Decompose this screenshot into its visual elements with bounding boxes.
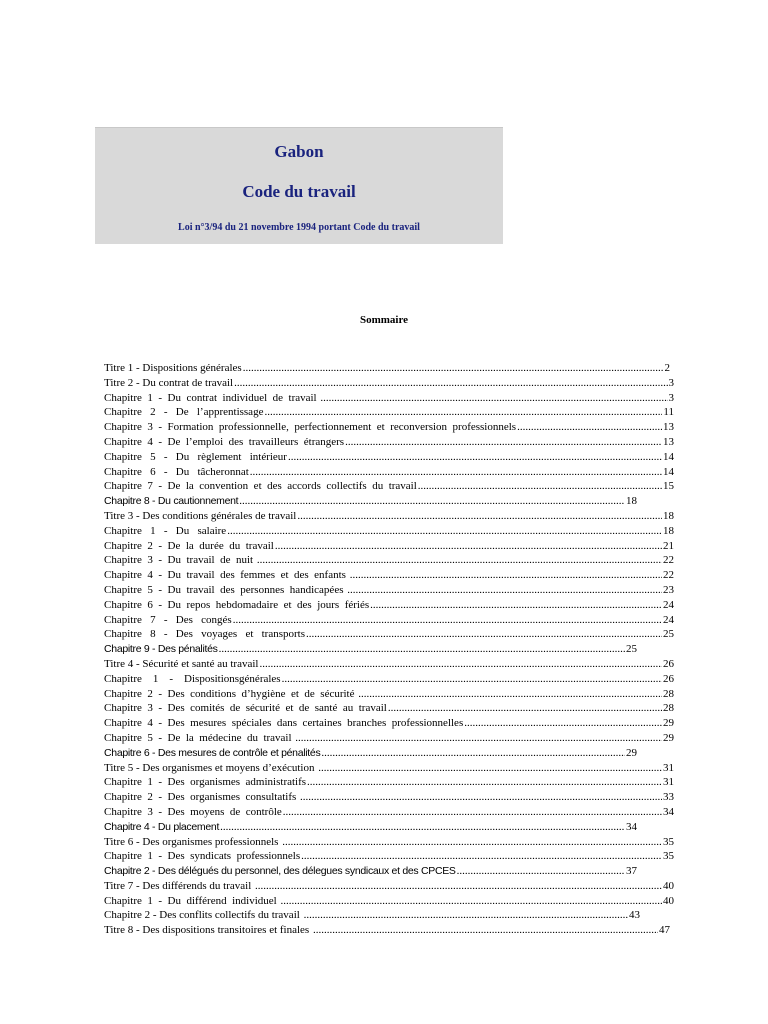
toc-dot-leader (283, 805, 662, 820)
table-of-contents-heading: Sommaire (359, 314, 409, 326)
toc-dot-leader (313, 923, 658, 938)
toc-entry-page: 13 (663, 421, 674, 434)
toc-dot-leader (388, 701, 662, 716)
toc-entry-page: 37 (626, 865, 637, 878)
toc-entry-label: Chapitre 6 - Des mesures de contrôle et pénalités (104, 746, 321, 759)
toc-entry-page: 25 (663, 628, 674, 641)
toc-entry-page: 43 (629, 909, 640, 922)
table-of-contents (104, 361, 674, 938)
toc-entry-page: 26 (663, 657, 674, 670)
toc-entry-label: Chapitre 4 - Du placement (104, 820, 220, 833)
toc-entry-label: Titre 8 - Des dispositions transitoires et finales (104, 924, 312, 937)
toc-entry-page: 21 (663, 539, 674, 552)
toc-entry-label: Titre 1 - Dispositions générales (104, 362, 242, 374)
toc-dot-leader (257, 553, 662, 568)
toc-entry-page: 3 (668, 391, 674, 404)
toc-entry-label: Chapitre 6 - Du repos hebdomadaire et des jours fériés (104, 598, 370, 611)
toc-entry[interactable] (104, 746, 637, 761)
toc-entry[interactable] (104, 805, 674, 820)
toc-entry-page: 29 (663, 731, 674, 744)
toc-entry[interactable] (104, 701, 674, 716)
toc-entry[interactable] (104, 376, 674, 391)
toc-entry-page: 18 (663, 509, 674, 522)
toc-dot-leader (264, 405, 662, 420)
toc-entry-label: Titre 5 - Des organismes et moyens d’exécution (104, 761, 318, 774)
toc-dot-leader (306, 627, 662, 642)
toc-entry-page: 29 (626, 746, 637, 759)
toc-entry-label: Chapitre 4 - Des mesures spéciales dans certaines branches professionnelles (104, 717, 464, 730)
toc-entry[interactable] (104, 672, 674, 687)
toc-entry-page: 34 (663, 805, 674, 818)
toc-entry-page: 18 (663, 524, 674, 537)
toc-entry[interactable] (104, 494, 637, 509)
toc-entry-page: 23 (663, 583, 674, 596)
toc-dot-leader (457, 864, 625, 879)
country-heading: Gabon (274, 142, 324, 161)
toc-dot-leader (255, 879, 662, 894)
toc-entry-page: 40 (663, 879, 674, 892)
toc-entry[interactable] (104, 583, 674, 598)
toc-entry-page: 40 (663, 894, 674, 907)
toc-entry-label: Chapitre 4 - Du travail des femmes et des enfants (104, 569, 349, 582)
toc-entry[interactable] (104, 524, 674, 539)
toc-dot-leader (243, 361, 664, 376)
toc-dot-leader (239, 494, 625, 509)
toc-entry-label: Chapitre 2 - Des conflits collectifs du travail (104, 909, 303, 922)
toc-entry-page: 3 (668, 376, 674, 389)
toc-entry-label: Chapitre 1 - Dispositionsgénérales (104, 672, 281, 685)
toc-dot-leader (464, 716, 662, 731)
toc-dot-leader (259, 657, 662, 672)
toc-entry-label: Chapitre 5 - Du travail des personnes handicapées (104, 583, 347, 596)
toc-entry-page: 2 (664, 362, 670, 374)
toc-entry[interactable] (104, 894, 674, 909)
toc-entry-page: 47 (659, 924, 670, 937)
toc-dot-leader (219, 642, 625, 657)
toc-entry[interactable] (104, 509, 674, 524)
toc-dot-leader (318, 761, 662, 776)
toc-entry-label: Chapitre 3 - Des moyens de contrôle (104, 805, 282, 818)
toc-dot-leader (418, 479, 662, 494)
toc-entry-page: 28 (663, 702, 674, 715)
toc-entry[interactable] (104, 642, 637, 657)
toc-entry[interactable] (104, 598, 674, 613)
toc-entry[interactable] (104, 420, 674, 435)
toc-dot-leader (234, 376, 667, 391)
toc-entry-page: 35 (663, 835, 674, 848)
toc-entry-label: Chapitre 7 - Des congés (104, 613, 232, 626)
toc-dot-leader (220, 820, 625, 835)
toc-entry-page: 18 (626, 495, 637, 508)
toc-entry[interactable] (104, 761, 674, 776)
toc-entry-page: 33 (663, 791, 674, 804)
toc-entry[interactable] (104, 923, 670, 938)
toc-entry[interactable] (104, 864, 637, 879)
toc-dot-leader (358, 687, 662, 702)
toc-entry-page: 14 (663, 450, 674, 463)
toc-entry-label: Chapitre 5 - Du règlement intérieur (104, 450, 287, 463)
toc-entry[interactable] (104, 775, 674, 790)
toc-entry[interactable] (104, 879, 674, 894)
toc-entry-label: Chapitre 1 - Des organismes administratifs (104, 776, 307, 789)
toc-entry[interactable] (104, 849, 674, 864)
toc-dot-leader (350, 568, 662, 583)
document-header-box (95, 127, 503, 244)
toc-entry-label: Chapitre 1 - Du différend individuel (104, 894, 280, 907)
toc-entry[interactable] (104, 731, 674, 746)
toc-dot-leader (282, 835, 662, 850)
toc-entry-label: Titre 4 - Sécurité et santé au travail (104, 657, 259, 670)
toc-entry[interactable] (104, 716, 674, 731)
toc-dot-leader (307, 775, 662, 790)
toc-entry[interactable] (104, 908, 640, 923)
toc-entry-label: Titre 6 - Des organismes professionnels (104, 835, 282, 848)
toc-entry-label: Chapitre 2 - Des délégués du personnel, des délegues syndicaux et des CPCES (104, 865, 456, 878)
toc-entry-page: 35 (663, 850, 674, 863)
toc-entry-label: Chapitre 3 - Du travail de nuit (104, 554, 256, 567)
toc-entry-page: 28 (663, 687, 674, 700)
toc-entry-label: Chapitre 2 - Des conditions d’hygiène et de sécurité (104, 687, 358, 700)
toc-entry-label: Chapitre 2 - De la durée du travail (104, 539, 274, 552)
toc-entry-page: 26 (663, 672, 674, 685)
toc-entry[interactable] (104, 361, 670, 376)
toc-entry-page: 24 (663, 598, 674, 611)
toc-entry[interactable] (104, 435, 674, 450)
toc-entry-page: 31 (663, 776, 674, 789)
toc-dot-leader (304, 908, 628, 923)
toc-entry-label: Chapitre 7 - De la convention et des accords collectifs du travail (104, 480, 417, 493)
toc-entry-label: Titre 7 - Des différends du travail (104, 879, 254, 892)
toc-entry-page: 13 (663, 435, 674, 448)
toc-entry[interactable] (104, 627, 674, 642)
toc-entry-page: 25 (626, 643, 637, 656)
toc-dot-leader (345, 435, 662, 450)
toc-entry-page: 14 (663, 465, 674, 478)
toc-entry[interactable] (104, 450, 674, 465)
toc-dot-leader (288, 450, 662, 465)
toc-entry-label: Chapitre 2 - Des organismes consultatifs (104, 791, 300, 804)
toc-entry[interactable] (104, 553, 674, 568)
toc-dot-leader (233, 613, 662, 628)
toc-entry-label: Chapitre 5 - De la médecine du travail (104, 731, 295, 744)
toc-entry-label: Chapitre 9 - Des pénalités (104, 643, 218, 656)
toc-dot-leader (300, 790, 662, 805)
toc-dot-leader (320, 391, 667, 406)
toc-entry-label: Chapitre 1 - Du salaire (104, 524, 227, 537)
toc-entry-label: Chapitre 8 - Du cautionnement (104, 495, 239, 508)
toc-entry[interactable] (104, 687, 674, 702)
toc-entry[interactable] (104, 479, 674, 494)
toc-entry[interactable] (104, 405, 674, 420)
toc-entry-page: 29 (663, 717, 674, 730)
toc-dot-leader (297, 509, 662, 524)
toc-entry-label: Chapitre 1 - Des syndicats professionnels (104, 850, 301, 863)
toc-entry[interactable] (104, 568, 674, 583)
toc-entry-label: Chapitre 3 - Des comités de sécurité et de santé au travail (104, 702, 387, 715)
toc-entry-label: Chapitre 6 - Du tâcheronnat (104, 465, 249, 478)
toc-dot-leader (250, 465, 662, 480)
toc-dot-leader (227, 524, 662, 539)
toc-entry[interactable] (104, 657, 674, 672)
toc-entry-page: 34 (626, 820, 637, 833)
toc-entry[interactable] (104, 391, 674, 406)
toc-entry[interactable] (104, 539, 674, 554)
toc-dot-leader (370, 598, 662, 613)
toc-entry-page: 31 (663, 761, 674, 774)
toc-dot-leader (280, 894, 662, 909)
toc-dot-leader (517, 420, 662, 435)
toc-entry-label: Chapitre 1 - Du contrat individuel de travail (104, 391, 320, 404)
toc-dot-leader (275, 539, 662, 554)
toc-entry-label: Titre 2 - Du contrat de travail (104, 376, 234, 389)
toc-entry-page: 22 (663, 569, 674, 582)
toc-entry-page: 11 (663, 406, 674, 419)
toc-entry-page: 15 (663, 480, 674, 493)
toc-entry-label: Chapitre 3 - Formation professionnelle, perfectionnement et reconversion professionnels (104, 421, 517, 434)
toc-entry-label: Chapitre 8 - Des voyages et transports (104, 628, 306, 641)
toc-dot-leader (347, 583, 662, 598)
toc-dot-leader (282, 672, 662, 687)
toc-entry-page: 22 (663, 554, 674, 567)
toc-entry-label: Chapitre 4 - De l’emploi des travailleurs étrangers (104, 435, 345, 448)
toc-entry[interactable] (104, 835, 674, 850)
toc-entry-page: 24 (663, 613, 674, 626)
law-reference: Loi n°3/94 du 21 novembre 1994 portant Code du travail (178, 222, 420, 233)
toc-entry-label: Chapitre 2 - De l’apprentissage (104, 406, 264, 419)
toc-entry[interactable] (104, 790, 674, 805)
toc-dot-leader (295, 731, 662, 746)
toc-entry-label: Titre 3 - Des conditions générales de travail (104, 509, 297, 522)
toc-entry[interactable] (104, 465, 674, 480)
document-title: Code du travail (242, 182, 356, 201)
toc-entry[interactable] (104, 613, 674, 628)
toc-entry[interactable] (104, 820, 637, 835)
toc-dot-leader (321, 746, 625, 761)
toc-dot-leader (301, 849, 662, 864)
